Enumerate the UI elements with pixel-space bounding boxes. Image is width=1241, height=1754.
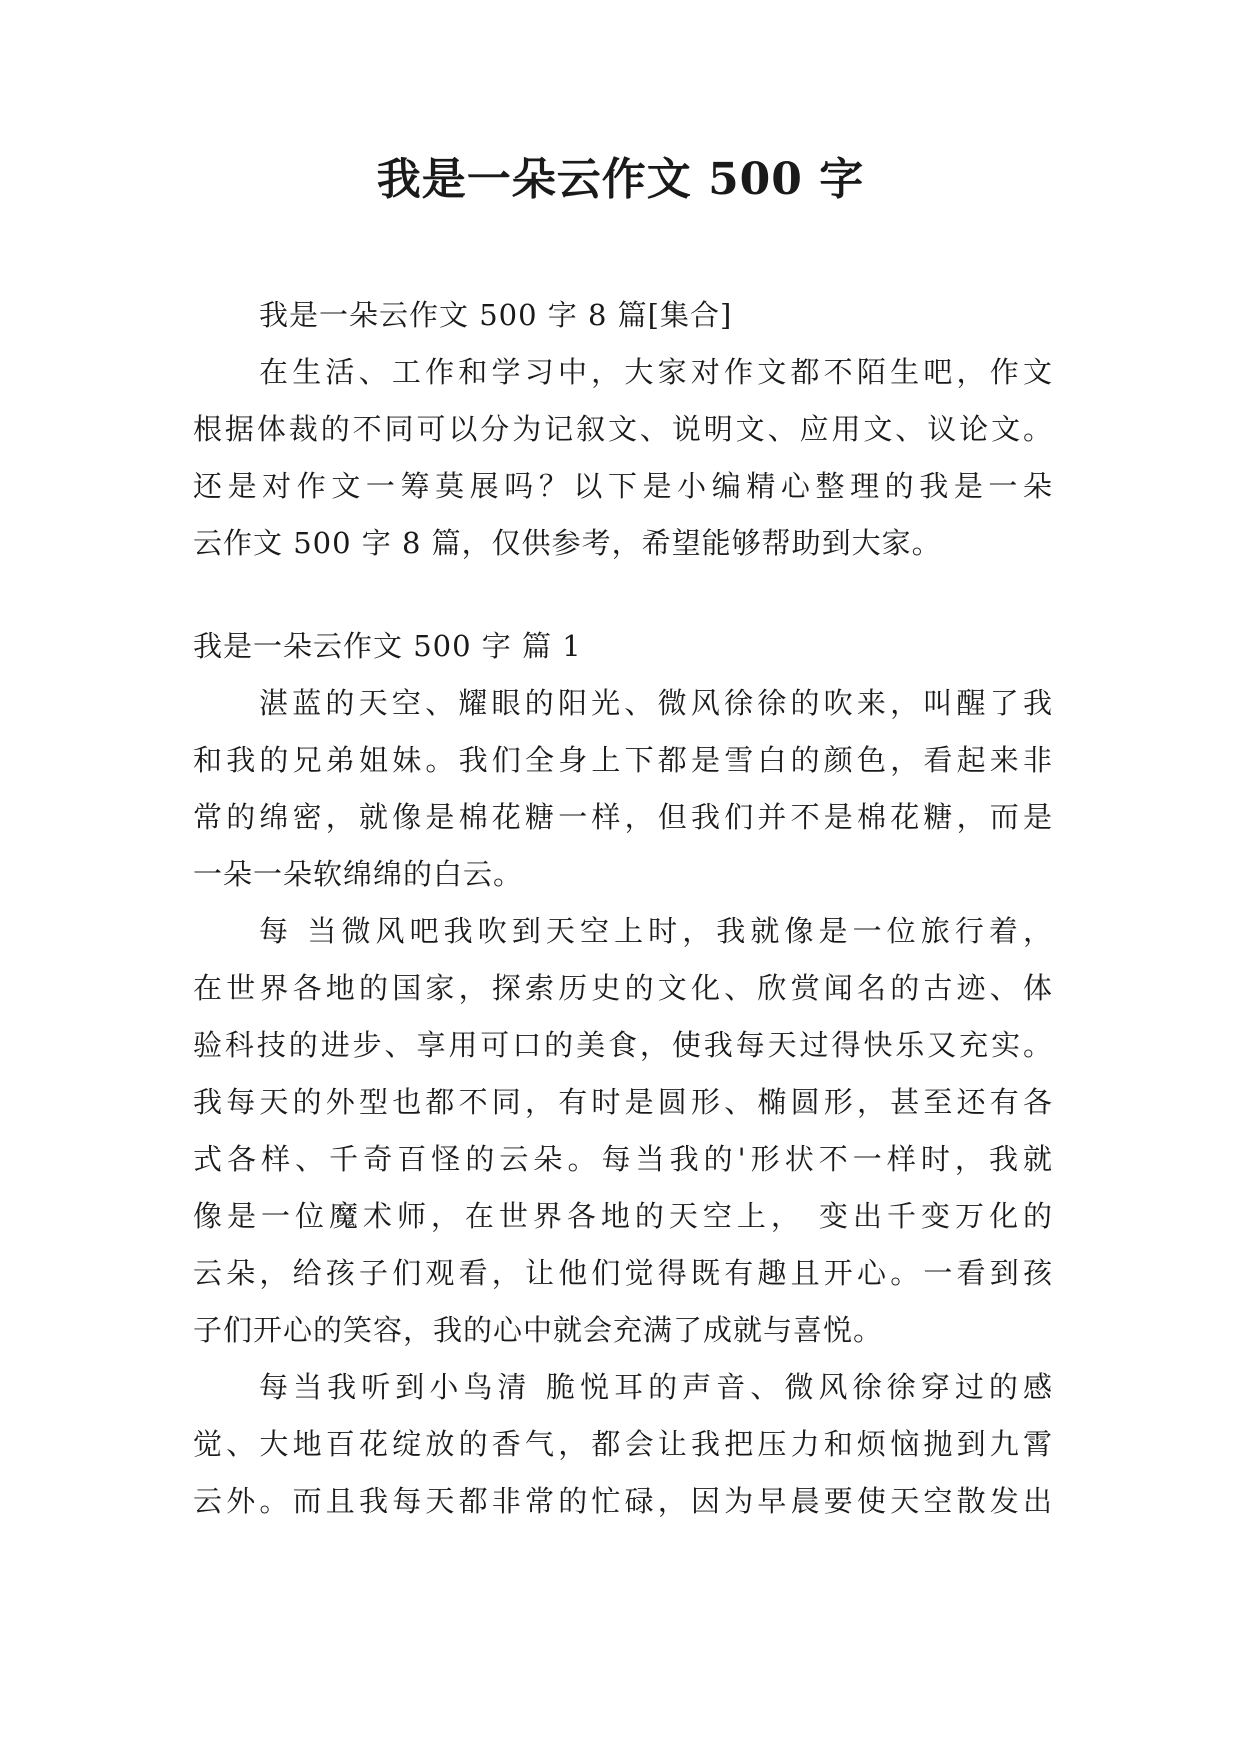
paragraph-line: 根据体裁的不同可以分为记叙文、说明文、应用文、议论文。	[193, 412, 1053, 446]
paragraph-line: 云作文 500 字 8 篇，仅供参考，希望能够帮助到大家。	[193, 526, 942, 560]
paragraph-line: 每当我听到小鸟清 脆悦耳的声音、微风徐徐穿过的感	[259, 1370, 1053, 1404]
paragraph-line: 式各样、千奇百怪的云朵。每当我的'形状不一样时，我就	[193, 1142, 1053, 1176]
section-heading: 我是一朵云作文 500 字 篇 1	[193, 629, 582, 663]
intro-paragraph	[193, 344, 1053, 572]
section1-paragraph-1	[193, 675, 1053, 903]
section1-paragraph-2	[193, 903, 1053, 1359]
paragraph-line: 验科技的进步、享用可口的美食，使我每天过得快乐又充实。	[193, 1028, 1053, 1062]
paragraph-line: 子们开心的笑容，我的心中就会充满了成就与喜悦。	[193, 1313, 884, 1347]
paragraph-line: 每 当微风吧我吹到天空上时，我就像是一位旅行着，	[259, 914, 1053, 948]
paragraph-line: 湛蓝的天空、耀眼的阳光、微风徐徐的吹来，叫醒了我	[259, 686, 1053, 720]
paragraph-line: 还是对作文一筹莫展吗？以下是小编精心整理的我是一朵	[193, 469, 1053, 503]
paragraph-line: 云朵，给孩子们观看，让他们觉得既有趣且开心。一看到孩	[193, 1256, 1053, 1290]
section-spacer	[193, 572, 1053, 618]
paragraph-line: 像是一位魔术师，在世界各地的天空上， 变出千变万化的	[193, 1199, 1053, 1233]
paragraph-line: 一朵一朵软绵绵的白云。	[193, 857, 524, 891]
intro-subtitle: 我是一朵云作文 500 字 8 篇[集合]	[259, 298, 733, 332]
paragraph-line: 我每天的外型也都不同，有时是圆形、椭圆形，甚至还有各	[193, 1085, 1053, 1119]
document-body	[193, 287, 1053, 1530]
paragraph-line: 常的绵密，就像是棉花糖一样，但我们并不是棉花糖，而是	[193, 800, 1053, 834]
paragraph-line: 觉、大地百花绽放的香气，都会让我把压力和烦恼抛到九霄	[193, 1427, 1053, 1461]
document-title: 我是一朵云作文 500 字	[376, 154, 865, 205]
paragraph-line: 在世界各地的国家，探索历史的文化、欣赏闻名的古迹、体	[193, 971, 1053, 1005]
paragraph-line: 云外。而且我每天都非常的忙碌，因为早晨要使天空散发出	[193, 1484, 1053, 1518]
paragraph-line: 和我的兄弟姐妹。我们全身上下都是雪白的颜色，看起来非	[193, 743, 1053, 777]
paragraph-line: 在生活、工作和学习中，大家对作文都不陌生吧，作文	[259, 355, 1053, 389]
section1-paragraph-3	[193, 1359, 1053, 1530]
